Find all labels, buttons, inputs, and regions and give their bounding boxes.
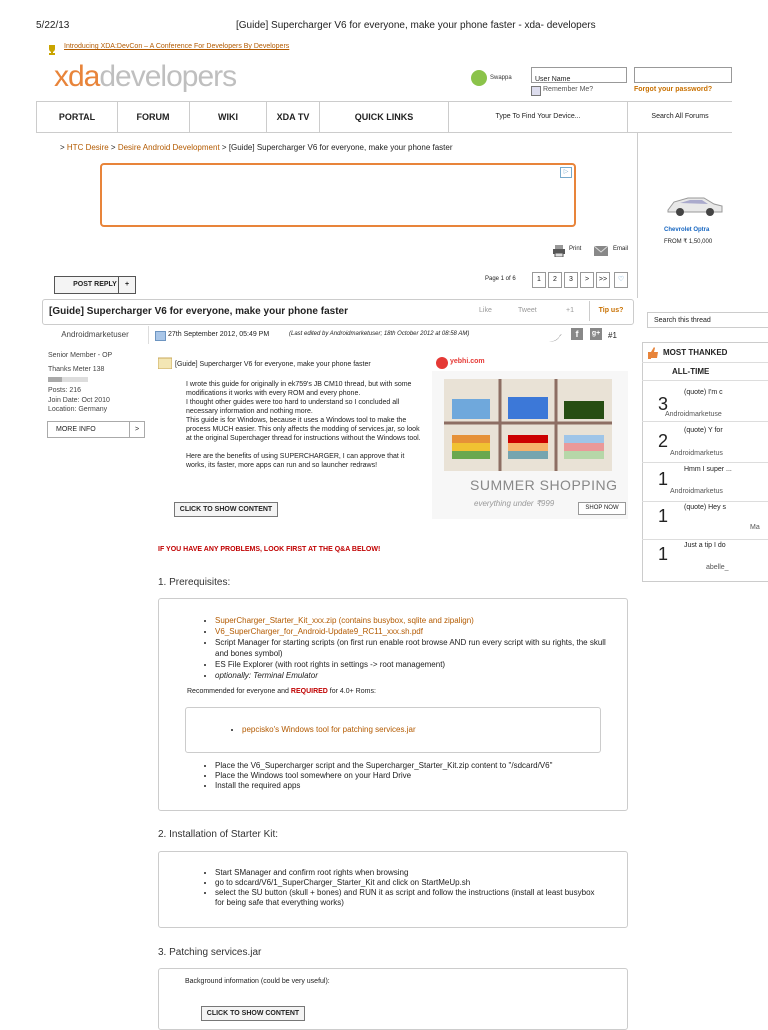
thanked-user: Androidmarketus: [670, 450, 723, 457]
user-posts: Posts: 216: [48, 387, 82, 394]
starter-kit-link[interactable]: SuperCharger_Starter_Kit_xxx.zip (contains busybox, sqlite and zipalign): [215, 616, 474, 625]
post-reply-label: POST REPLY: [73, 281, 117, 288]
plus-icon: +: [118, 277, 135, 293]
required-label: REQUIRED: [290, 688, 328, 695]
device-search-input[interactable]: Type To Find Your Device...: [449, 102, 628, 132]
intro-paragraph: This guide is for Windows, because it uses a Windows tool to make the process MUCH easier. This only affects the modding of services.jar, so look at the original Superchager thread for instructions without the Windows tool.: [186, 417, 421, 442]
post-subject: [Guide] Supercharger V6 for everyone, make your phone faster: [175, 361, 371, 368]
thread-title: [Guide] Supercharger V6 for everyone, make your phone faster: [49, 306, 348, 317]
logo-xda: xda: [54, 60, 100, 93]
thanked-snippet: (quote) I'm c: [684, 389, 723, 396]
thanks-count: 1: [658, 469, 669, 489]
most-thanked-item[interactable]: [642, 463, 768, 502]
prerequisites-box: [158, 598, 628, 811]
nav-quick-links[interactable]: QUICK LINKS: [320, 102, 449, 132]
adchoices-icon[interactable]: ▷: [560, 167, 572, 178]
breadcrumb-sep: >: [60, 143, 65, 152]
tip-us-button[interactable]: Tip us?: [589, 301, 632, 321]
thanks-count: 1: [658, 506, 669, 526]
thanked-snippet: (quote) Hey s: [684, 504, 727, 511]
car-ad-price: FROM ₹ 1,50,000: [664, 239, 713, 245]
warning-text: IF YOU HAVE ANY PROBLEMS, LOOK FIRST AT THE Q&A BELOW!: [158, 546, 381, 553]
username-placeholder: User Name: [535, 76, 571, 83]
print-date: 5/22/13: [36, 20, 70, 31]
forgot-password-link[interactable]: Forgot your password?: [634, 86, 713, 93]
nav-bottom-border: [36, 132, 732, 133]
list-item: • Place the Windows tool somewhere on your Hard Drive: [215, 771, 615, 781]
yebhi-banner[interactable]: [432, 355, 628, 519]
subscribe-icon[interactable]: ♡: [614, 272, 628, 288]
thanked-snippet: Hmm I super ...: [684, 466, 732, 473]
post-author[interactable]: Androidmarketuser: [42, 326, 149, 344]
ad-banner[interactable]: [100, 163, 576, 227]
plusone-button[interactable]: +1: [566, 307, 574, 314]
user-join-date: Join Date: Oct 2010: [48, 397, 110, 404]
user-rank: Senior Member - OP: [48, 352, 113, 359]
page-2-button[interactable]: 2: [548, 272, 562, 288]
most-thanked-item[interactable]: [642, 381, 768, 422]
patching-box: [158, 968, 628, 1030]
list-item: • optionally: Terminal Emulator: [215, 670, 615, 681]
list-item: • Install the required apps: [215, 781, 615, 791]
breadcrumb-sep: >: [110, 143, 116, 152]
thanked-user: Androidmarketus: [670, 488, 723, 495]
nav-xda-tv[interactable]: XDA TV: [267, 102, 320, 132]
username-field[interactable]: [531, 67, 627, 83]
search-all-forums[interactable]: Search All Forums: [651, 113, 709, 120]
section-prerequisites-title: 1. Prerequisites:: [158, 577, 231, 588]
post-edited: (Last edited by Androidmarketuser; 18th October 2012 at 08:58 AM): [289, 331, 470, 337]
thumbs-up-icon: [647, 346, 659, 358]
nav-portal[interactable]: PORTAL: [36, 102, 118, 132]
list-item: • Place the V6_Supercharger script and the Supercharger_Starter_Kit.zip content to "/sdcard/V6": [215, 761, 615, 771]
intro-paragraph: I thought other guides were too hard to understand so I concluded all necessary information and nothing more.: [186, 399, 400, 415]
car-ad-title[interactable]: Chevrolet Optra: [664, 227, 710, 233]
yebhi-brand: yebhi.com: [450, 358, 485, 365]
thanked-snippet: Just a tip I do: [684, 542, 726, 549]
prereq-list-2: [201, 761, 615, 791]
install-list: [201, 868, 605, 908]
section-patching-title: 3. Patching services.jar: [158, 947, 262, 958]
page-1-button[interactable]: 1: [532, 272, 546, 288]
breadcrumb-current: [Guide] Supercharger V6 for everyone, make your phone faster: [228, 143, 453, 152]
email-icon[interactable]: [594, 244, 608, 256]
prereq-list: [201, 615, 615, 681]
nav-forum[interactable]: FORUM: [117, 102, 190, 132]
thanks-count: 1: [658, 544, 669, 564]
inner-list: [228, 724, 416, 735]
thanks-bar: [48, 377, 88, 382]
divider: [642, 362, 768, 363]
thanks-count: 2: [658, 431, 669, 451]
post-reply-button[interactable]: [54, 276, 136, 294]
more-info-label: MORE INFO: [56, 426, 96, 433]
google-plus-icon[interactable]: g+: [590, 328, 602, 340]
breadcrumb: [60, 143, 453, 152]
windows-tool-link[interactable]: pepcisko's Windows tool for patching services.jar: [242, 725, 416, 734]
shelf-image: [444, 379, 612, 471]
install-box: [158, 851, 628, 928]
breadcrumb-htc-desire[interactable]: HTC Desire: [66, 143, 109, 152]
supercharger-script-link[interactable]: V6_SuperCharger_for_Android-Update9_RC11_xxx.sh.pdf: [215, 627, 423, 636]
list-item: • Script Manager for starting scripts (on first run enable root browse AND run every script with su rights, the skull and bones symbol): [215, 637, 615, 659]
post-intro: [186, 380, 426, 470]
background-info: Background information (could be very useful):: [185, 978, 330, 985]
thanks-meter: Thanks Meter 138: [48, 366, 105, 373]
yebhi-logo-icon: [436, 357, 448, 369]
post-date: 27th September 2012, 05:49 PM: [168, 331, 270, 338]
logo-developers: developers: [99, 60, 237, 93]
more-info-button[interactable]: [47, 421, 145, 438]
email-label[interactable]: Email: [613, 246, 629, 252]
remember-label: Remember Me?: [543, 86, 594, 93]
section-install-title: 2. Installation of Starter Kit:: [158, 829, 279, 840]
page-next-button[interactable]: >: [580, 272, 594, 288]
show-content-button-2[interactable]: CLICK TO SHOW CONTENT: [201, 1006, 305, 1021]
intro-paragraph: Here are the benefits of using SUPERCHARGER, I can approve that it works, its faster, more apps can run and so launcher redraws!: [186, 453, 405, 469]
remember-checkbox[interactable]: [531, 86, 541, 96]
show-content-button[interactable]: CLICK TO SHOW CONTENT: [174, 502, 278, 517]
thanked-user: Ma: [750, 524, 760, 531]
list-item: • select the SU button (skull + bones) and RUN it as script and follow the instructions (install at least busybox for being safe that everything works): [215, 888, 605, 908]
facebook-icon[interactable]: f: [571, 328, 583, 340]
xda-logo[interactable]: [54, 60, 236, 94]
chevron-right-icon: >: [129, 422, 144, 437]
like-button[interactable]: Like: [479, 307, 492, 314]
intro-paragraph: I wrote this guide for originally in ek759's JB CM10 thread, but with some modifications it works with every ROM and every phone.: [186, 381, 412, 397]
car-image[interactable]: [664, 192, 724, 218]
thanks-count: 3: [658, 394, 669, 414]
banner-subline: everything under ₹999: [474, 499, 555, 508]
thanked-snippet: (quote) Y for: [684, 427, 723, 434]
breadcrumb-android-dev[interactable]: Desire Android Development: [117, 143, 220, 152]
breadcrumb-sep: >: [221, 143, 227, 152]
inner-quote-box: [185, 707, 601, 753]
page-3-button[interactable]: 3: [564, 272, 578, 288]
page-last-button[interactable]: >>: [596, 272, 610, 288]
banner-headline: SUMMER SHOPPING: [470, 477, 618, 493]
most-thanked-item[interactable]: [642, 502, 768, 540]
most-thanked-item[interactable]: [642, 540, 768, 578]
pager-label: Page 1 of 6: [485, 276, 516, 282]
nav-wiki[interactable]: WIKI: [190, 102, 267, 132]
recommended-post: for 4.0+ Roms:: [327, 688, 376, 695]
swappa-icon[interactable]: [471, 70, 487, 86]
tweet-button[interactable]: Tweet: [518, 307, 537, 314]
announcement-link[interactable]: Introducing XDA:DevCon – A Conference For Developers By Developers: [64, 43, 290, 50]
trophy-icon: [48, 42, 56, 52]
recommended-text: [187, 688, 376, 695]
print-title: [Guide] Supercharger V6 for everyone, make your phone faster - xda- developers: [236, 20, 596, 31]
print-icon[interactable]: [553, 244, 565, 256]
password-field[interactable]: [634, 67, 732, 83]
most-thanked-title: MOST THANKED: [663, 348, 728, 357]
sidebar-divider: [637, 132, 638, 298]
list-item: • ES File Explorer (with root rights in settings -> root management): [215, 659, 615, 670]
recommended-pre: Recommended for everyone and: [187, 688, 291, 695]
swappa-label[interactable]: Swappa: [490, 75, 512, 81]
post-icon: [155, 331, 166, 341]
twitter-icon[interactable]: [548, 330, 563, 340]
print-label[interactable]: Print: [569, 246, 582, 252]
user-location: Location: Germany: [48, 406, 108, 413]
thanked-user: Androidmarketuse: [665, 411, 722, 418]
list-item: • Start SManager and confirm root rights when browsing: [215, 868, 605, 878]
post-number[interactable]: #1: [608, 331, 617, 340]
shop-now-button[interactable]: SHOP NOW: [578, 502, 626, 515]
search-thread-input[interactable]: Search this thread: [647, 312, 768, 328]
thread-title-bar: [42, 299, 634, 325]
thread-icon: [158, 356, 172, 368]
list-item: • go to sdcard/V6/1_SuperCharger_Starter_Kit and click on StartMeUp.sh: [215, 878, 605, 888]
thanked-user: abelle_: [706, 564, 729, 571]
all-time-tab[interactable]: ALL-TIME: [672, 367, 710, 376]
most-thanked-item[interactable]: [642, 422, 768, 463]
